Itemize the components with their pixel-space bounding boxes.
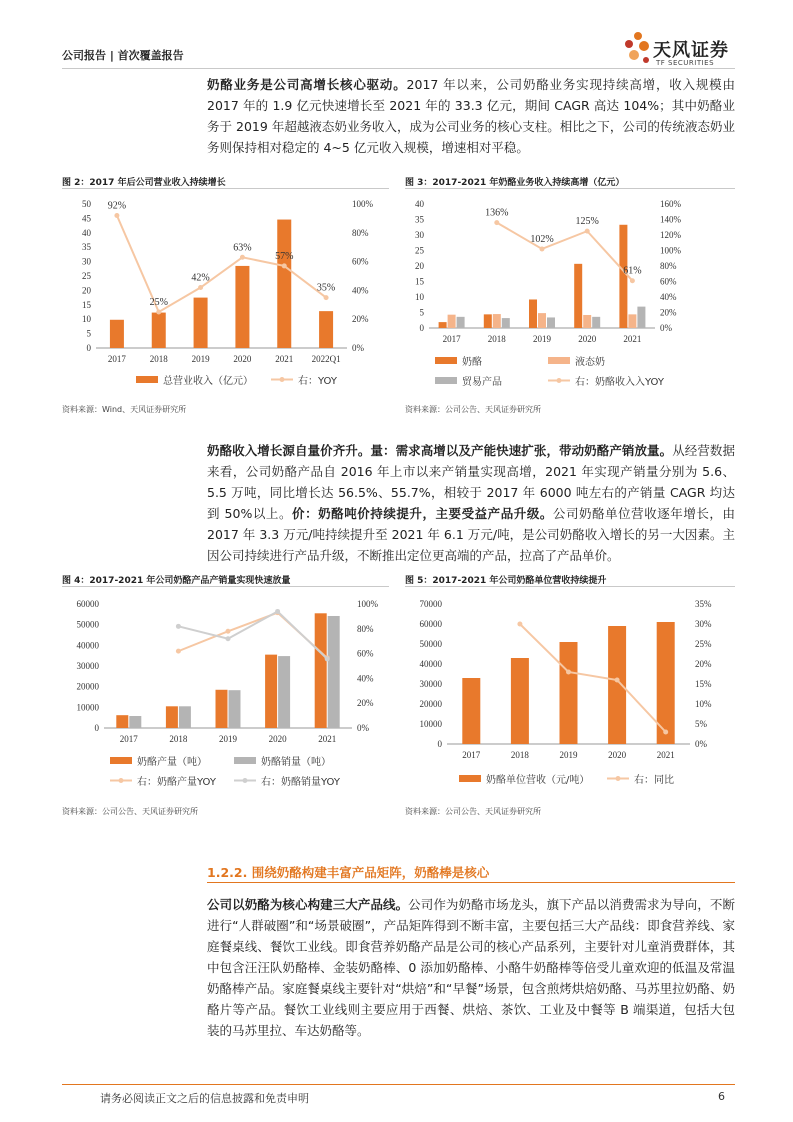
y-tick-label: 0 (86, 343, 91, 353)
header-divider (62, 68, 735, 69)
bar (560, 642, 578, 744)
x-tick-label: 2017 (107, 354, 126, 364)
y2-tick-label: 20% (357, 698, 374, 709)
y-tick-label: 30 (82, 256, 91, 267)
series-line (178, 613, 327, 658)
x-tick-label: 2017 (442, 334, 461, 344)
y2-tick-label: 160% (660, 199, 681, 209)
y-tick-label: 20000 (76, 681, 99, 692)
bar (583, 315, 591, 328)
y-tick-label: 0 (437, 739, 442, 749)
y-tick-label: 30 (415, 230, 424, 240)
paragraph-2-lead: 奶酪收入增长源自量价齐升。量：需求高增以及产能快速扩张，带动奶酪产销放量。 (207, 443, 673, 458)
legend-marker (243, 778, 248, 783)
y-tick-label: 50000 (419, 639, 442, 649)
y2-tick-label: 0% (660, 323, 672, 333)
bar (179, 706, 191, 728)
bar (493, 314, 501, 328)
bar (502, 318, 510, 328)
bar (265, 655, 277, 728)
series-point (517, 622, 522, 627)
x-tick-label: 2020 (268, 734, 287, 744)
y-tick-label: 15 (415, 276, 424, 287)
y-tick-label: 40000 (76, 640, 99, 651)
legend-swatch (136, 376, 158, 383)
legend-label: 奶酪单位营收（元/吨） (486, 775, 590, 786)
x-tick-label: 2022Q1 (311, 354, 341, 364)
y-tick-label: 25 (415, 245, 424, 256)
y2-tick-label: 30% (695, 619, 712, 629)
data-label: 125% (575, 216, 599, 228)
y-tick-label: 10000 (76, 702, 99, 713)
y-tick-label: 30000 (76, 661, 99, 671)
series-line (178, 611, 327, 658)
legend-label: 总营业收入（亿元） (163, 376, 253, 387)
y2-tick-label: 0% (352, 343, 364, 353)
y2-tick-label: 10% (695, 699, 712, 709)
x-tick-label: 2019 (219, 734, 237, 744)
legend-swatch (110, 757, 132, 764)
x-tick-label: 2021 (656, 750, 675, 760)
figure-2-chart (62, 190, 392, 395)
x-tick-label: 2019 (533, 334, 551, 344)
footer-disclaimer: 请务必阅读正文之后的信息披露和免责申明 (100, 1092, 309, 1105)
bar (574, 264, 582, 328)
series-line (520, 624, 666, 732)
legend-marker (557, 378, 562, 383)
bar (484, 314, 492, 328)
bar (216, 690, 228, 728)
legend-marker (119, 778, 124, 783)
bar (637, 307, 645, 328)
y2-tick-label: 100% (357, 599, 378, 609)
y2-tick-label: 100% (352, 199, 373, 209)
bar (547, 317, 555, 328)
y-tick-label: 50 (82, 199, 91, 209)
data-label: 63% (233, 242, 252, 254)
y2-tick-label: 25% (695, 639, 712, 649)
x-tick-label: 2018 (169, 734, 188, 744)
paragraph-1 (207, 74, 735, 158)
y2-tick-label: 0% (695, 739, 707, 749)
y-tick-label: 60000 (419, 619, 442, 629)
bar (110, 320, 124, 348)
series-point (615, 678, 620, 683)
figure-4-title: 图 4：2017-2021 年公司奶酪产品产销量实现快速放量 (62, 576, 291, 586)
bar (538, 313, 546, 328)
bar (448, 315, 456, 328)
y-tick-label: 20000 (419, 699, 442, 709)
y-tick-label: 50000 (76, 619, 99, 630)
figure-2-title: 图 2：2017 年后公司营业收入持续增长 (62, 178, 226, 188)
x-tick-label: 2018 (149, 354, 168, 364)
y2-tick-label: 40% (357, 673, 374, 684)
series-point (226, 636, 231, 641)
figure-2-divider (62, 188, 389, 189)
paragraph-1-lead: 奶酪业务是公司高增长核心驱动。 (207, 77, 407, 92)
y-tick-label: 40 (415, 199, 424, 209)
y-tick-label: 25 (82, 271, 91, 281)
y2-tick-label: 140% (660, 214, 681, 225)
bar (439, 322, 447, 328)
series-point (566, 670, 571, 675)
paragraph-1-body: 2017 年以来，公司奶酪业务实现持续高增，收入规模由 2017 年的 1.9 亿元快速增长至 2021 年的 33.3 亿元，期间 CAGR 高达 104%；其中奶酪业务于 2019 年超越液态奶业务收入，成为公司业务的核心支柱。相比之下，公司的传统液态奶业务则保持相对稳定的 4~5 亿元收入规模，增速相对平稳。 (207, 77, 735, 155)
y2-tick-label: 60% (352, 256, 369, 267)
legend-swatch (435, 357, 457, 364)
data-label: 35% (316, 282, 336, 294)
y-tick-label: 40 (82, 227, 91, 238)
logo-subtext: TF SECURITIES (656, 59, 715, 67)
y2-tick-label: 0% (357, 723, 369, 733)
y-tick-label: 5 (86, 328, 91, 339)
y2-tick-label: 60% (660, 276, 677, 287)
data-label: 42% (191, 272, 210, 284)
series-point (540, 246, 545, 251)
bar (315, 613, 327, 728)
legend-label: 液态奶 (575, 357, 605, 368)
y-tick-label: 0 (94, 723, 99, 733)
series-point (630, 278, 635, 283)
figure-3-chart (405, 190, 735, 395)
y-tick-label: 70000 (419, 599, 442, 609)
y-tick-label: 10 (82, 314, 91, 325)
paragraph-3-body: 公司作为奶酪市场龙头，旗下产品以消费需求为导向，不断进行“人群破圈”和“场景破圈”，产品矩阵得到不断丰富，主要包括三大产品线：即食营养线、家庭餐桌线、餐饮工业线。即食营养奶酪产品是公司的核心产品系列，主要针对儿童消费群体，其中包含汪汪队奶酪棒、金装奶酪棒、0 添加奶酪棒、小酪牛奶酪棒等倍受儿童欢迎的低温及常温奶酪棒产品。家庭餐桌线主要针对“烘焙”和“早餐”场景，包含煎烤烘焙奶酪、马苏里拉奶酪、奶酪片等产品。餐饮工业线则主要应用于西餐、烘焙、茶饮、工业及中餐等 B 端渠道，包括大包装的马苏里拉、车达奶酪等。 (207, 897, 735, 1038)
figure-2-source: 资料来源：Wind、天风证券研究所 (62, 405, 187, 414)
figure-3-source: 资料来源：公司公告、天风证券研究所 (405, 405, 541, 414)
bar (152, 313, 166, 348)
paragraph-2 (207, 440, 735, 566)
bar (194, 298, 208, 348)
figure-5-divider (405, 586, 735, 587)
figure-3-divider (405, 188, 735, 189)
y-tick-label: 10 (415, 292, 424, 302)
y-tick-label: 0 (419, 323, 424, 333)
bar (235, 266, 249, 348)
bar (166, 706, 178, 728)
series-point (282, 263, 287, 268)
legend-swatch (435, 377, 457, 384)
bar (592, 317, 600, 328)
bar (511, 658, 529, 744)
x-tick-label: 2021 (275, 354, 294, 364)
y2-tick-label: 20% (695, 659, 712, 669)
legend-swatch (548, 357, 570, 364)
y-tick-label: 10000 (419, 719, 442, 729)
data-label: 136% (485, 207, 509, 219)
y-tick-label: 40000 (419, 659, 442, 669)
series-point (156, 310, 161, 315)
y-tick-label: 60000 (76, 599, 99, 609)
y2-tick-label: 100% (660, 245, 681, 256)
page-number: 6 (718, 1090, 725, 1103)
y-tick-label: 35 (82, 242, 91, 253)
section-divider (207, 882, 735, 883)
y2-tick-label: 15% (695, 679, 712, 689)
footer-divider (62, 1084, 735, 1085)
legend-swatch (234, 757, 256, 764)
x-tick-label: 2019 (191, 354, 210, 364)
figure-4-source: 资料来源：公司公告、天风证券研究所 (62, 807, 198, 816)
paragraph-2-body-1: 从经营数据来看，公司奶酪产品自 2016 年上市以来产销量实现高增，2021 年实现产销量分别为 5.6、5.5 万吨，同比增长达 56.5%、55.7%，相较于 2017 年 6000 吨左右的产销量 CAGR 均达到 50%以上。 (207, 443, 735, 521)
paragraph-3 (207, 894, 735, 1041)
bar (608, 626, 626, 744)
series-point (585, 229, 590, 234)
bar (129, 716, 141, 728)
y2-tick-label: 60% (357, 648, 374, 659)
series-point (663, 730, 668, 735)
y2-tick-label: 20% (660, 307, 677, 318)
y-tick-label: 20 (82, 285, 91, 296)
x-tick-label: 2021 (623, 334, 642, 344)
data-label: 57% (275, 250, 294, 262)
report-header-title: 公司报告 | 首次覆盖报告 (62, 49, 184, 62)
y2-tick-label: 35% (695, 599, 712, 609)
series-point (198, 285, 203, 290)
y-tick-label: 20 (415, 261, 424, 271)
legend-marker (616, 776, 621, 781)
series-point (275, 609, 280, 614)
figure-5-source: 资料来源：公司公告、天风证券研究所 (405, 807, 541, 816)
bar (319, 311, 333, 348)
logo-text: 天风证券 (653, 40, 729, 61)
x-tick-label: 2017 (462, 750, 481, 760)
bar (529, 299, 537, 328)
data-label: 61% (623, 265, 642, 277)
legend-label: 奶酪产量（吨） (137, 757, 207, 768)
data-label: 25% (149, 297, 168, 308)
series-point (494, 220, 499, 225)
x-tick-label: 2021 (318, 734, 337, 744)
y2-tick-label: 5% (695, 719, 707, 729)
bar (275, 220, 294, 348)
bar (328, 616, 340, 728)
legend-label: 右：奶酪销量YOY (261, 777, 340, 788)
section-title: 1.2.2. 围绕奶酪构建丰富产品矩阵，奶酪棒是核心 (207, 865, 490, 880)
y2-tick-label: 120% (660, 230, 681, 240)
legend-label: 贸易产品 (462, 377, 502, 388)
legend-label: 右：YOY (298, 376, 337, 387)
x-tick-label: 2018 (487, 334, 506, 344)
figure-4-chart (62, 590, 392, 800)
legend-label: 奶酪 (462, 357, 482, 368)
y-tick-label: 5 (419, 307, 424, 318)
paragraph-3-lead: 公司以奶酪为核心构建三大产品线。 (207, 897, 409, 912)
y2-tick-label: 80% (352, 227, 369, 238)
x-tick-label: 2017 (119, 734, 138, 744)
x-tick-label: 2020 (578, 334, 597, 344)
figure-3-title: 图 3：2017-2021 年奶酪业务收入持续高增（亿元） (405, 178, 625, 188)
x-tick-label: 2019 (559, 750, 578, 760)
legend-marker (280, 377, 285, 382)
y2-tick-label: 20% (352, 314, 369, 325)
bar (116, 715, 128, 728)
series-point (240, 255, 245, 260)
bar (457, 317, 465, 328)
series-point (325, 656, 330, 661)
x-tick-label: 2018 (510, 750, 529, 760)
series-point (226, 629, 231, 634)
bar (278, 656, 290, 728)
y2-tick-label: 40% (660, 292, 677, 302)
bar (628, 314, 636, 328)
series-point (114, 213, 119, 218)
y-tick-label: 30000 (419, 679, 442, 689)
legend-label: 右：奶酪收入入YOY (575, 377, 664, 388)
series-point (176, 624, 181, 629)
data-label: 92% (107, 200, 127, 212)
paragraph-2-lead-2: 价：奶酪吨价持续提升，主要受益产品升级。 (292, 506, 553, 521)
bar (462, 678, 480, 744)
figure-4-divider (62, 586, 389, 587)
series-point (324, 295, 329, 300)
y-tick-label: 45 (82, 213, 91, 224)
data-label: 102% (530, 233, 554, 245)
legend-swatch (459, 775, 481, 782)
series-line (497, 223, 633, 281)
y2-tick-label: 80% (357, 623, 374, 634)
figure-5-title: 图 5：2017-2021 年公司奶酪单位营收持续提升 (405, 576, 607, 586)
legend-label: 右：奶酪产量YOY (137, 777, 216, 788)
paragraph-2-body-2: 公司奶酪单位营收逐年增长，由 2017 年 3.3 万元/吨持续提升至 2021 年 6.1 万元/吨，是公司奶酪收入增长的另一大因素。主因公司持续进行产品升级，不断推出定位更高端的产品，拉高了产品单价。 (207, 506, 735, 563)
x-tick-label: 2020 (608, 750, 627, 760)
series-point (176, 649, 181, 654)
legend-label: 奶酪销量（吨） (261, 757, 331, 768)
series-line (117, 216, 326, 312)
figure-5-chart (405, 590, 735, 800)
x-tick-label: 2020 (233, 354, 252, 364)
y2-tick-label: 80% (660, 261, 677, 271)
y-tick-label: 15 (82, 299, 91, 310)
bar (229, 690, 241, 728)
legend-label: 右：同比 (634, 775, 674, 786)
y2-tick-label: 40% (352, 285, 369, 296)
logo-icon (622, 30, 652, 66)
y-tick-label: 35 (415, 214, 424, 225)
